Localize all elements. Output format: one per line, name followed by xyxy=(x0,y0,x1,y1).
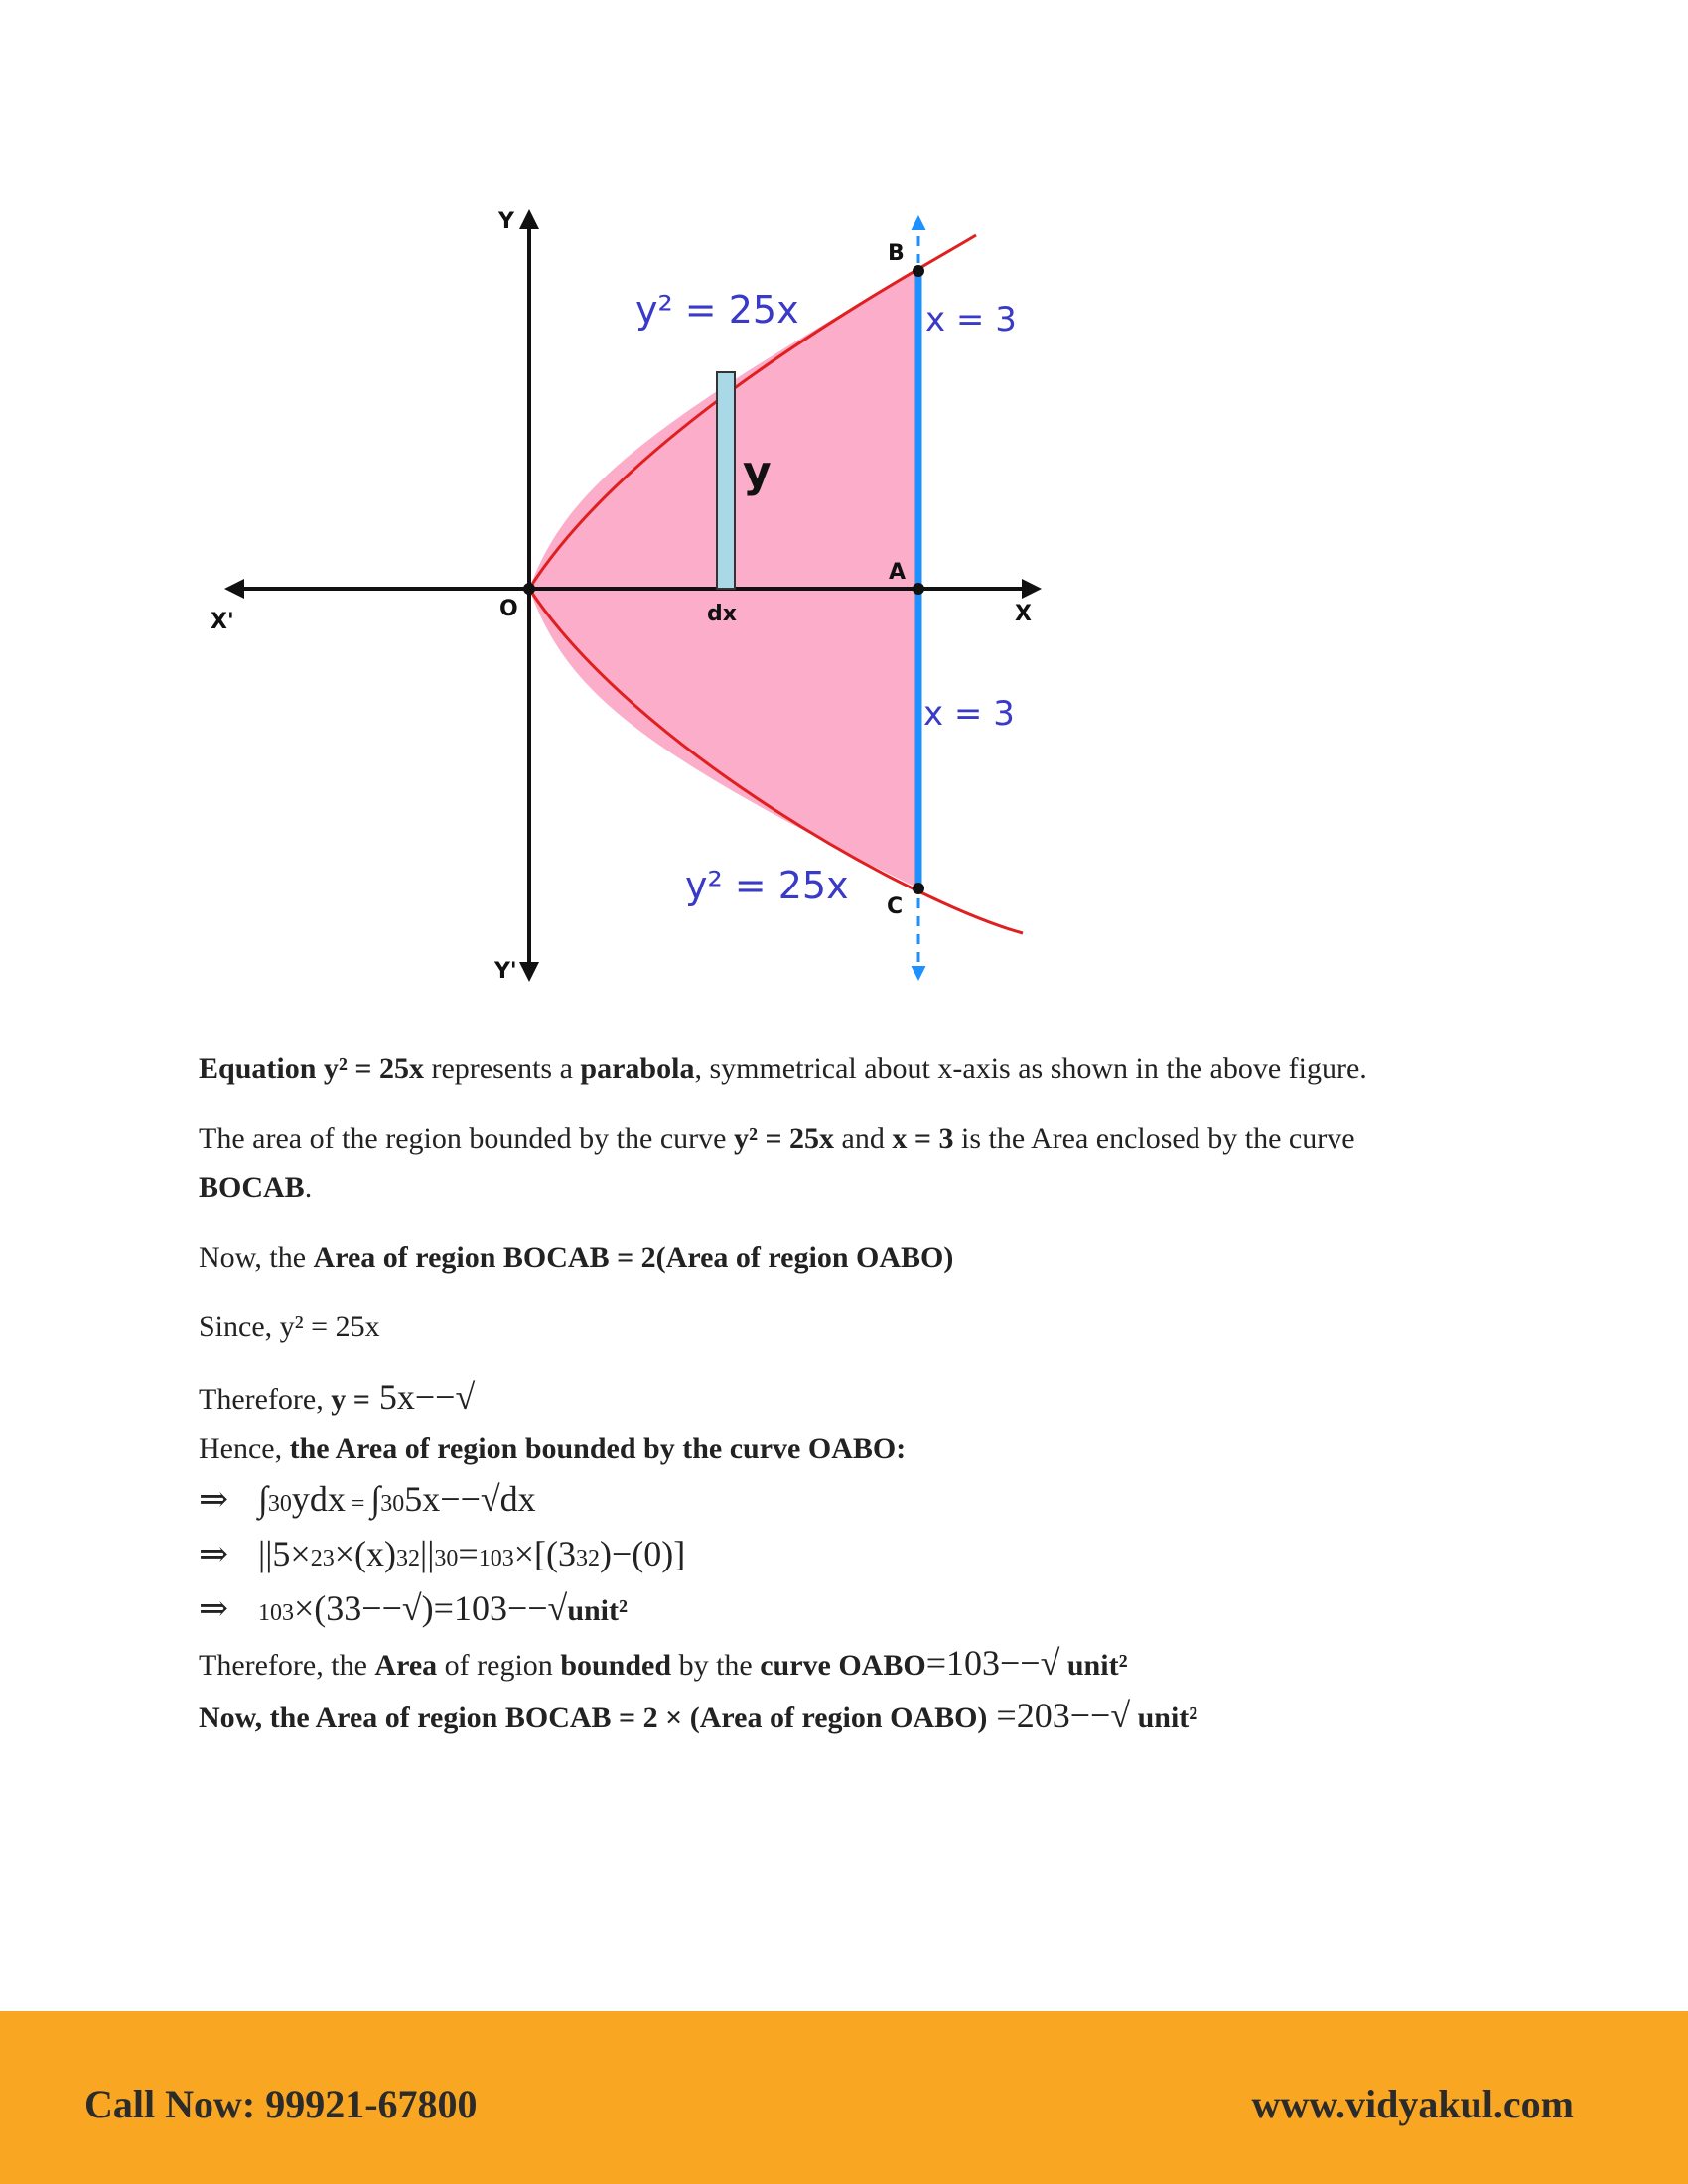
implies-icon: ⇒ xyxy=(199,1588,229,1628)
bold-curve-oabo: curve OABO xyxy=(760,1649,926,1682)
parabola-figure xyxy=(199,194,1072,998)
paragraph-therefore-y xyxy=(199,1372,1430,1425)
bold-hence-area: the Area of region bounded by the curve OABO: xyxy=(289,1433,907,1465)
math-small: 32 xyxy=(576,1546,601,1571)
text-span: , symmetrical about x-axis as shown in the above figure. xyxy=(694,1052,1367,1085)
bold-area-bocab: Now, the Area of region BOCAB = 2 × (Area of region OABO) xyxy=(199,1702,988,1734)
bold-unit: unit² xyxy=(1059,1649,1128,1682)
text-span: The area of the region bounded by the curve xyxy=(199,1122,734,1155)
integral-limits: 30 xyxy=(267,1491,292,1517)
math-root: =103−−√ xyxy=(925,1643,1060,1683)
label-x-axis: X xyxy=(1015,602,1032,626)
footer-bar xyxy=(0,2011,1688,2184)
bold-equation: Equation y² = 25x xyxy=(199,1052,424,1085)
math-span: || xyxy=(420,1534,435,1573)
text-span: Therefore, xyxy=(199,1383,332,1416)
label-y-axis-neg: Y' xyxy=(494,959,517,984)
bold-parabola: parabola xyxy=(580,1052,695,1085)
label-strip-y: y xyxy=(743,447,772,497)
paragraph-area-bounded xyxy=(199,1114,1430,1213)
implies-icon: ⇒ xyxy=(199,1479,229,1519)
math-small: 32 xyxy=(396,1546,420,1571)
bold-line: x = 3 xyxy=(892,1122,954,1155)
integral-limits: 30 xyxy=(380,1491,405,1517)
math-span: = xyxy=(458,1534,479,1573)
label-y-axis: Y xyxy=(498,209,514,234)
paragraph-area-oabo xyxy=(199,1638,1430,1691)
text-span: represents a xyxy=(423,1052,581,1085)
paragraph-now-area xyxy=(199,1233,1430,1283)
equation-line-1 xyxy=(199,1474,1430,1529)
label-point-b: B xyxy=(888,241,905,266)
text-span: of region xyxy=(437,1649,561,1682)
math-span: ||5× xyxy=(258,1534,311,1573)
text-span: . xyxy=(304,1171,313,1204)
paragraph-since xyxy=(199,1302,1430,1352)
bold-area: Area xyxy=(374,1649,438,1682)
integral-sign: ∫ xyxy=(258,1479,268,1519)
math-small: 30 xyxy=(434,1546,459,1571)
label-point-a: A xyxy=(889,560,907,585)
math-small: 23 xyxy=(310,1546,335,1571)
math-span: ×(x) xyxy=(334,1534,396,1573)
point-o xyxy=(523,583,535,595)
equation-line-2 xyxy=(199,1529,1430,1583)
text-span: and xyxy=(834,1122,893,1155)
paragraph-hence xyxy=(199,1425,1430,1474)
footer-call-now[interactable]: Call Now: 99921-67800 xyxy=(84,2082,478,2126)
bold-bocab: BOCAB xyxy=(199,1171,305,1204)
equation-line-3 xyxy=(199,1583,1430,1638)
text-span: Since, y² = 25x xyxy=(199,1310,380,1343)
math-span: = xyxy=(345,1491,371,1517)
label-point-c: C xyxy=(887,894,904,919)
paragraph-area-bocab xyxy=(199,1691,1430,1743)
bold-curve: y² = 25x xyxy=(733,1122,835,1155)
label-dx: dx xyxy=(707,602,737,626)
label-origin: O xyxy=(499,597,518,621)
text-span: by the xyxy=(671,1649,761,1682)
label-curve-top: y² = 25x xyxy=(635,288,799,332)
label-x-axis-neg: X' xyxy=(211,610,234,634)
math-small: 103 xyxy=(258,1600,294,1626)
text-span: Now, the xyxy=(199,1241,314,1274)
math-span: )−(0)] xyxy=(600,1534,686,1573)
bold-unit: unit² xyxy=(567,1594,629,1627)
paragraph-equation xyxy=(199,1044,1430,1094)
math-root: =203−−√ xyxy=(987,1696,1131,1735)
label-line-top: x = 3 xyxy=(925,300,1017,340)
solution-text xyxy=(199,1044,1430,1743)
math-root: 5x−−√ xyxy=(369,1377,476,1417)
bold-bounded: bounded xyxy=(560,1649,672,1682)
bold-unit: unit² xyxy=(1130,1702,1198,1734)
integral-sign: ∫ xyxy=(370,1479,381,1519)
label-line-bottom: x = 3 xyxy=(923,694,1015,734)
strip-element xyxy=(717,372,735,589)
math-span: 5x−−√dx xyxy=(404,1479,536,1519)
point-c xyxy=(913,883,924,894)
point-a xyxy=(913,583,924,595)
math-small: 103 xyxy=(478,1546,514,1571)
math-span: ×(33−−√)=103−−√ xyxy=(294,1588,568,1628)
math-span: ×[(3 xyxy=(513,1534,577,1573)
bold-area-relation: Area of region BOCAB = 2(Area of region OABO) xyxy=(313,1241,954,1274)
text-span: is the Area enclosed by the curve xyxy=(953,1122,1355,1155)
label-curve-bottom: y² = 25x xyxy=(685,864,849,907)
text-span: Hence, xyxy=(199,1433,290,1465)
point-b xyxy=(913,265,924,277)
implies-icon: ⇒ xyxy=(199,1534,229,1573)
footer-website-link[interactable]: www.vidyakul.com xyxy=(1251,2082,1574,2126)
text-span: Therefore, the xyxy=(199,1649,375,1682)
math-span: ydx xyxy=(291,1479,346,1519)
bold-y: y = xyxy=(331,1383,370,1416)
